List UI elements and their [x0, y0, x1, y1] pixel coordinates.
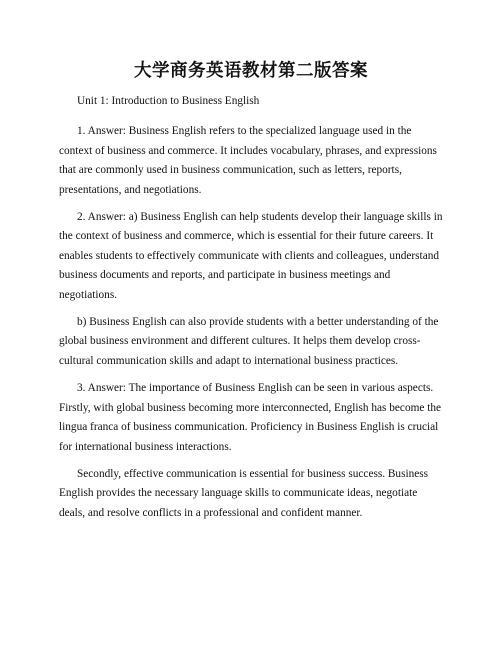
answer-paragraph-3: 3. Answer: The importance of Business English can be seen in various aspects. Firstly, with global business becoming more interconnected, English has become the lingua franca of business communication. Proficiency in Business English is crucial for international business interactions. [59, 382, 442, 453]
answer-paragraph-3-continued: Secondly, effective communication is essential for business success. Business English provides the necessary language skills to communicate ideas, negotiate deals, and resolve conflicts in a professional and confident manner. [59, 467, 429, 519]
document-title: 大学商务英语教材第二版答案 [134, 60, 368, 80]
answer-paragraph-2b: b) Business English can also provide students with a better understanding of the global business environment and different cultures. It helps them develop cross-cultural communication skills and adapt to international business practices. [59, 316, 439, 367]
answer-paragraph-2a: 2. Answer: a) Business English can help students develop their language skills in the context of business and commerce, which is essential for their future careers. It enables students to effectively communicate with clients and colleagues, understand business documents and reports, and participate in business meetings and negotiations. [59, 211, 443, 301]
unit-heading: Unit 1: Introduction to Business English [77, 95, 260, 107]
answer-paragraph-1: 1. Answer: Business English refers to the specialized language used in the context of business and commerce. It includes vocabulary, phrases, and expressions that are commonly used in business communication, such as letters, reports, presentations, and negotiations. [59, 125, 437, 196]
